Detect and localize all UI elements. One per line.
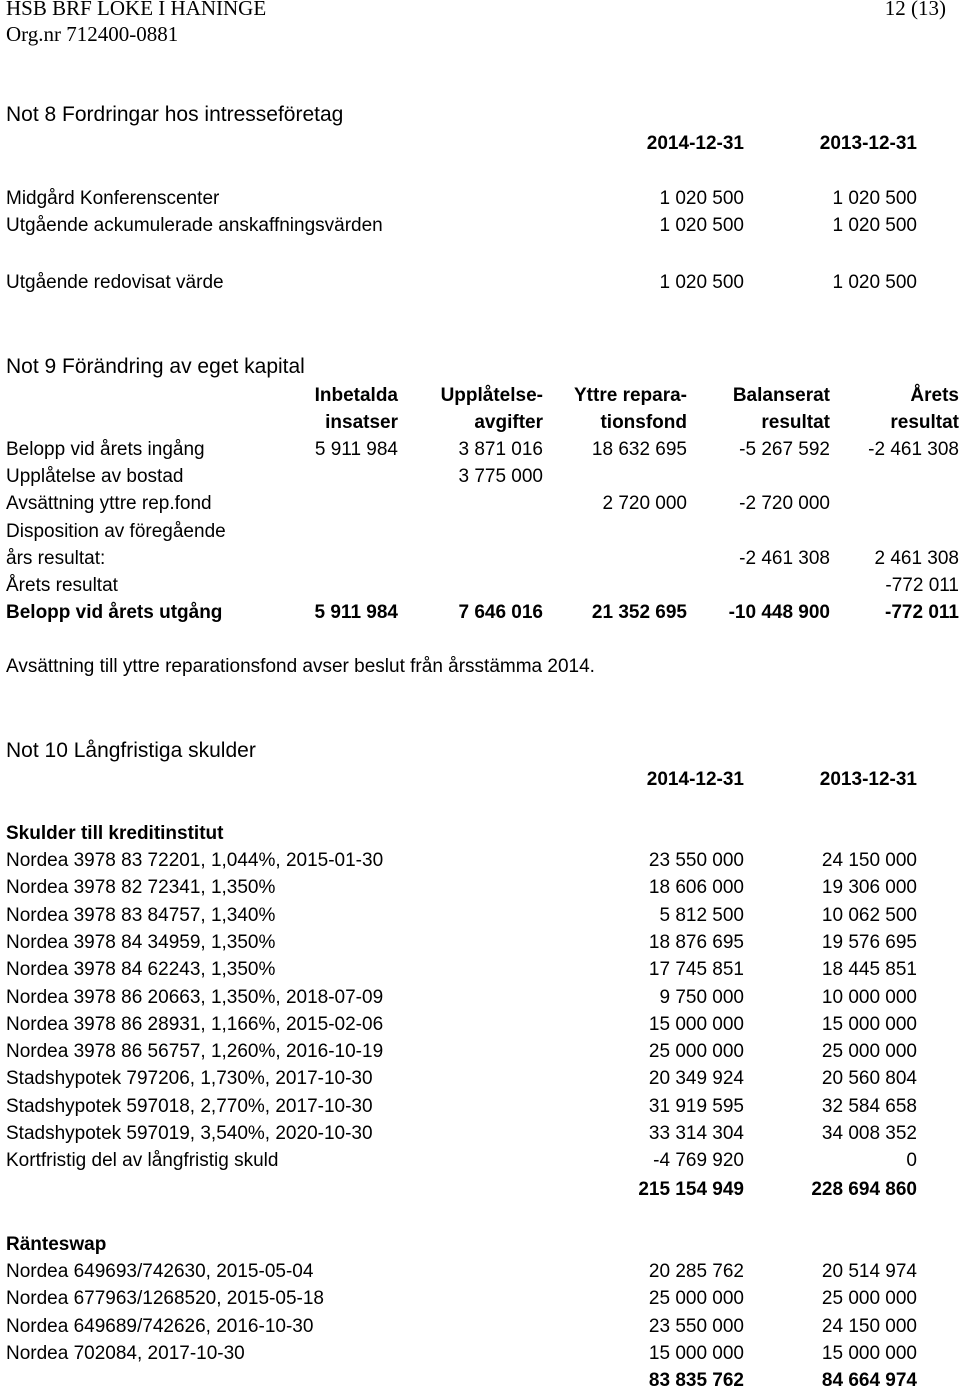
col-header: Balanserat	[732, 385, 830, 406]
col-header: insatser	[325, 412, 398, 433]
note8-title: Not 8 Fordringar hos intresseföretag	[6, 103, 344, 126]
table-row	[0, 849, 960, 873]
row-value-2014: 20 349 924	[648, 1068, 744, 1090]
table-row	[0, 547, 960, 571]
table-row	[0, 986, 960, 1010]
col-header: Årets	[910, 385, 959, 406]
table-row	[0, 1067, 960, 1091]
row-label: Nordea 3978 84 62243, 1,350%	[6, 959, 276, 981]
row-label: Nordea 677963/1268520, 2015-05-18	[6, 1288, 324, 1310]
row-label: Nordea 3978 86 28931, 1,166%, 2015-02-06	[6, 1013, 384, 1035]
row-label: Nordea 3978 84 34959, 1,350%	[6, 931, 276, 953]
subtotal-row	[0, 1178, 960, 1202]
col-header: Yttre repara-	[574, 385, 687, 406]
subtotal-2013: 228 694 860	[811, 1179, 917, 1200]
table-row	[0, 574, 960, 598]
row-label: Stadshypotek 597019, 3,540%, 2020-10-30	[6, 1123, 373, 1144]
row-value-2013: 20 514 974	[821, 1261, 917, 1282]
table-row	[0, 1342, 960, 1366]
cell: 5 911 984	[314, 439, 398, 460]
association-name: HSB BRF LOKE I HANINGE	[6, 0, 267, 20]
col-header: Inbetalda	[314, 385, 398, 406]
table-row	[0, 1315, 960, 1339]
cell: -2 720 000	[739, 493, 830, 514]
row-value-2014: 17 745 851	[648, 959, 744, 981]
row-label: Utgående ackumulerade anskaffningsvärden	[6, 215, 383, 236]
total-row	[0, 601, 960, 625]
row-value-2014: 18 876 695	[648, 931, 744, 953]
cell: 3 775 000	[458, 466, 543, 487]
row-value-2013: 1 020 500	[832, 188, 917, 209]
table-row	[0, 271, 960, 295]
row-value-2014: 18 606 000	[648, 877, 744, 899]
row-value-2014: 33 314 304	[648, 1123, 744, 1144]
table-row	[0, 465, 960, 489]
row-value-2013: 10 000 000	[821, 986, 917, 1008]
table-row	[0, 214, 960, 238]
row-label: Nordea 3978 83 72201, 1,044%, 2015-01-30	[6, 850, 384, 871]
row-value-2013: 34 008 352	[821, 1123, 917, 1144]
col-header: resultat	[890, 412, 959, 433]
row-label: Stadshypotek 597018, 2,770%, 2017-10-30	[6, 1095, 373, 1117]
note9-footnote: Avsättning till yttre reparationsfond avser beslut från årsstämma 2014.	[6, 656, 595, 677]
cell: 7 646 016	[458, 602, 543, 623]
row-label: Disposition av föregående	[6, 521, 226, 542]
col-header: tionsfond	[600, 412, 687, 433]
table-row	[0, 492, 960, 516]
section-heading	[0, 822, 960, 846]
row-value-2014: 5 812 500	[659, 904, 744, 926]
table-row	[0, 1095, 960, 1119]
row-value-2014: 25 000 000	[648, 1288, 744, 1310]
row-value-2013: 20 560 804	[821, 1068, 917, 1090]
row-value-2014: 25 000 000	[648, 1041, 744, 1063]
note8-col1-header: 2014-12-31	[646, 133, 744, 154]
row-value-2013: 18 445 851	[821, 959, 917, 981]
table-row	[0, 1013, 960, 1037]
row-value-2013: 10 062 500	[821, 904, 917, 926]
cell: 5 911 984	[314, 602, 398, 623]
row-value-2014: 15 000 000	[648, 1013, 744, 1035]
row-label: Utgående redovisat värde	[6, 272, 224, 293]
note10-column-headers	[0, 768, 960, 792]
cell: 2 461 308	[874, 548, 959, 569]
note10-col2-header: 2013-12-31	[819, 769, 917, 790]
row-value-2014: 23 550 000	[648, 850, 744, 871]
note9-header-line1	[0, 384, 960, 408]
row-value-2013: 25 000 000	[821, 1288, 917, 1310]
row-value-2013: 19 306 000	[821, 877, 917, 899]
row-label: Nordea 3978 83 84757, 1,340%	[6, 904, 276, 926]
row-value-2013: 0	[906, 1150, 917, 1172]
row-value-2014: 1 020 500	[659, 188, 744, 209]
col-header: resultat	[761, 412, 830, 433]
row-label: Nordea 3978 86 20663, 1,350%, 2018-07-09	[6, 986, 384, 1008]
table-row	[0, 1260, 960, 1284]
col-header: avgifter	[474, 412, 543, 433]
row-label: Nordea 649689/742626, 2016-10-30	[6, 1315, 314, 1337]
row-label: Nordea 649693/742630, 2015-05-04	[6, 1261, 314, 1282]
row-value-2013: 32 584 658	[821, 1095, 917, 1117]
cell: -772 011	[885, 575, 959, 596]
cell: -772 011	[885, 602, 959, 623]
row-label: Belopp vid årets ingång	[6, 439, 205, 460]
row-label: Årets resultat	[6, 575, 118, 596]
row-value-2013: 15 000 000	[821, 1342, 917, 1364]
subtotal-2014: 83 835 762	[648, 1370, 744, 1391]
table-row	[0, 187, 960, 211]
row-label: Kortfristig del av långfristig skuld	[6, 1150, 279, 1172]
note8-col2-header: 2013-12-31	[819, 133, 917, 154]
row-label: års resultat:	[6, 548, 106, 569]
subtotal-2013: 84 664 974	[821, 1370, 917, 1391]
row-label: Nordea 702084, 2017-10-30	[6, 1342, 245, 1364]
row-value-2014: 23 550 000	[648, 1315, 744, 1337]
cell: -5 267 592	[739, 439, 830, 460]
row-label: Midgård Konferenscenter	[6, 188, 220, 209]
row-value-2014: 1 020 500	[659, 272, 744, 293]
row-value-2014: 9 750 000	[659, 986, 744, 1008]
note9-header-line2	[0, 411, 960, 435]
table-row	[0, 1287, 960, 1311]
row-label: Stadshypotek 797206, 1,730%, 2017-10-30	[6, 1068, 373, 1090]
row-value-2014: 1 020 500	[659, 215, 744, 236]
row-value-2013: 15 000 000	[821, 1013, 917, 1035]
row-label: Nordea 3978 86 56757, 1,260%, 2016-10-19	[6, 1041, 384, 1063]
row-label: Avsättning yttre rep.fond	[6, 493, 212, 514]
row-value-2013: 24 150 000	[821, 1315, 917, 1337]
section-heading-label: Ränteswap	[6, 1234, 107, 1255]
table-row	[0, 958, 960, 982]
cell: 3 871 016	[458, 439, 543, 460]
cell: 2 720 000	[602, 493, 687, 514]
table-row	[0, 438, 960, 462]
cell: -10 448 900	[728, 602, 830, 623]
row-value-2014: 20 285 762	[648, 1261, 744, 1282]
note10-col1-header: 2014-12-31	[646, 769, 744, 790]
subtotal-row	[0, 1369, 960, 1393]
note9-title: Not 9 Förändring av eget kapital	[6, 355, 305, 378]
row-value-2013: 24 150 000	[821, 850, 917, 871]
table-row	[0, 931, 960, 955]
table-row	[0, 1149, 960, 1173]
cell: 21 352 695	[591, 602, 687, 623]
cell: -2 461 308	[868, 439, 959, 460]
cell: -2 461 308	[739, 548, 830, 569]
row-value-2013: 1 020 500	[832, 272, 917, 293]
row-value-2014: -4 769 920	[653, 1150, 744, 1172]
row-label: Nordea 3978 82 72341, 1,350%	[6, 877, 276, 899]
row-value-2013: 25 000 000	[821, 1041, 917, 1063]
row-label: Upplåtelse av bostad	[6, 466, 184, 487]
row-value-2014: 15 000 000	[648, 1342, 744, 1364]
row-label: Belopp vid årets utgång	[6, 602, 223, 623]
row-value-2013: 1 020 500	[832, 215, 917, 236]
row-value-2014: 31 919 595	[648, 1095, 744, 1117]
note8-column-headers	[0, 132, 960, 156]
cell: 18 632 695	[591, 439, 687, 460]
table-row	[0, 520, 960, 544]
table-row	[0, 876, 960, 900]
section-heading-label: Skulder till kreditinstitut	[6, 823, 224, 844]
section-heading	[0, 1233, 960, 1257]
subtotal-2014: 215 154 949	[638, 1179, 744, 1200]
col-header: Upplåtelse-	[440, 385, 543, 406]
table-row	[0, 904, 960, 928]
row-value-2013: 19 576 695	[821, 931, 917, 953]
org-number: Org.nr 712400-0881	[6, 22, 179, 46]
table-row	[0, 1122, 960, 1146]
table-row	[0, 1040, 960, 1064]
note10-title: Not 10 Långfristiga skulder	[6, 739, 256, 762]
page-number: 12 (13)	[884, 0, 946, 20]
